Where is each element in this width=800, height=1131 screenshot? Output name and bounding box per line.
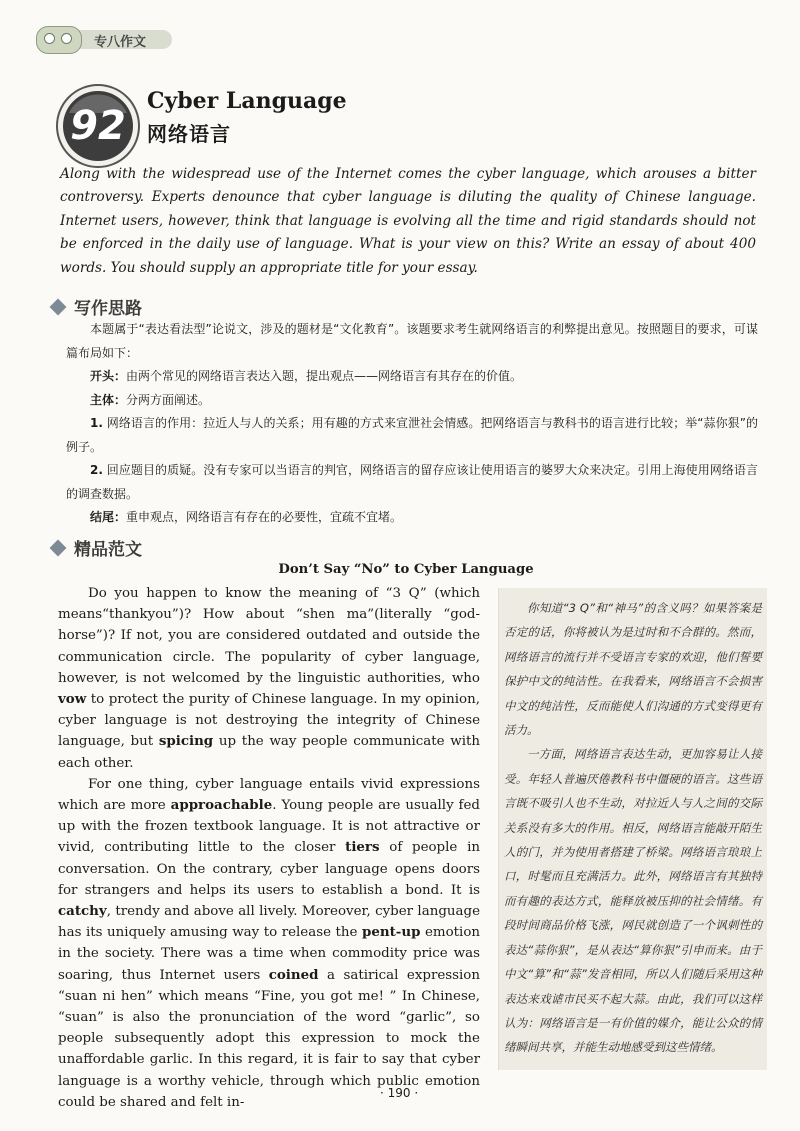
topic-number-badge	[55, 83, 141, 169]
outline-opening	[66, 365, 758, 389]
essay-text: a satirical expression “suan ni hen” which means “Fine, you got me! ” In Chinese, “suan” is also the pronunciation of the word “garlic”, so people subsequently adopt this expression to mock the unaffordable garlic. In this regard, it is fair to say that cyber language is a worthy vehicle, through which public emotion could be shared and felt in-	[58, 967, 480, 1110]
header-tag-text: 专八作文	[94, 35, 147, 50]
translation-text	[504, 596, 762, 1060]
essay-text: of people in conversation. On the contrary, cyber language opens doors for strangers and helps its users to establish a bond. It is	[58, 840, 480, 898]
writing-outline	[66, 318, 758, 530]
outline-point-2-text: 回应题目的质疑。没有专家可以当语言的判官，网络语言的留存应该让使用语言的婆罗大众来决定。引用上海使用网络语言的调查数据。	[66, 463, 758, 501]
essay-keyword: tiers	[345, 839, 380, 856]
essay-keyword: catchy	[58, 903, 107, 920]
owl-logo-icon	[36, 26, 82, 54]
outline-point-1-text: 网络语言的作用：拉近人与人的关系；用有趣的方式来宣泄社会情感。把网络语言与教科书的语言进行比较；举“蒜你狠”的例子。	[66, 416, 758, 454]
outline-body-text: 分两方面阐述。	[126, 392, 211, 407]
outline-point-1-label: 1.	[90, 416, 103, 430]
essay-body	[58, 583, 480, 1113]
essay-keyword: coined	[268, 966, 319, 983]
page-number: · 190 ·	[380, 1086, 419, 1100]
outline-point-2-label: 2.	[90, 463, 103, 477]
outline-opening-text: 由两个常见的网络语言表达入题，提出观点——网络语言有其存在的价值。	[126, 369, 523, 383]
essay-text: emotion in the society. There was a time when commodity price was soaring, thus Internet users	[58, 925, 481, 983]
essay-text: to protect the purity of Chinese language. In my opinion, cyber language is not destroying the integrity of Chinese language, but	[58, 692, 480, 750]
outline-point-2	[66, 459, 758, 506]
essay-text: up the way people communicate with each other.	[58, 734, 480, 771]
topic-title-cn: 网络语言	[147, 122, 231, 146]
section-heading-essay	[48, 535, 142, 560]
essay-text: . Young people are usually fed up with the frozen textbook language. It is not attractive or vivid, contributing little to the closer	[58, 798, 481, 856]
outline-opening-label: 开头：	[90, 369, 127, 383]
outline-body-label: 主体：	[90, 392, 127, 407]
essay-paragraph-1	[58, 583, 480, 774]
outline-ending-label: 结尾：	[90, 510, 127, 524]
essay-text: Do you happen to know the meaning of “3 Q” (which means“thankyou”)? How about “shen ma”(literally “god-horse”)? If not, you are considered outdated and outside the communication circle. The popularity of cyber language, however, is not welcomed by the linguistic authorities, who	[58, 586, 480, 686]
essay-keyword: spicing	[158, 733, 214, 750]
section-heading-essay-text: 精品范文	[74, 540, 142, 560]
essay-keyword: approachable	[170, 797, 273, 814]
header-tag	[36, 26, 171, 52]
essay-text: , trendy and above all lively. Moreover, cyber language has its uniquely amusing way to release the	[58, 904, 480, 941]
outline-intro: 本题属于“表达看法型”论说文，涉及的题材是“文化教育”。该题要求考生就网络语言的利弊提出意见。按照题目的要求，可谋篇布局如下：	[66, 322, 758, 360]
outline-ending-text: 重申观点，网络语言有存在的必要性，宜疏不宜堵。	[126, 510, 403, 524]
essay-keyword: pent-up	[361, 924, 421, 941]
diamond-bullet-icon	[50, 299, 67, 316]
diamond-bullet-icon	[50, 540, 67, 557]
section-heading-outline	[48, 294, 142, 319]
essay-prompt: Along with the widespread use of the Internet comes the cyber language, which arouses a bitter controversy. Experts denounce that cyber language is diluting the quality of Chinese language. Internet users, however, think that language is evolving all the time and rigid standards should not be enforced in the daily use of language. What is your view on this? Write an essay of about 400 words. You should supply an appropriate title for your essay.	[60, 166, 756, 276]
essay-paragraph-2	[58, 774, 480, 1113]
essay-title: Don’t Say “No” to Cyber Language	[278, 562, 534, 577]
essay-text: For one thing, cyber language entails vivid expressions which are more	[58, 776, 480, 814]
topic-title-en: Cyber Language	[147, 88, 347, 114]
translation-paragraph-2: 一方面，网络语言表达生动，更加容易让人接受。年轻人普遍厌倦教科书中僵硬的语言。这些语言既不吸引人也不生动，对拉近人与人之间的交际关系没有多大的作用。相反，网络语言能敲开陌生人的门，并为使用者搭建了桥梁。网络语言琅琅上口，时髦而且充满活力。此外，网络语言有其独特而有趣的表达方式，能释放被压抑的社会情绪。有段时间商品价格飞涨，网民就创造了一个讽刺性的表达“蒜你狠”，是从表达“算你狠”引申而来。由于中文“算”和“蒜”发音相同，所以人们随后采用这种表达来戏谑市民买不起大蒜。由此，我们可以这样认为：网络语言是一有价值的媒介，能让公众的情绪瞬间共享，并能生动地感受到这些情绪。	[504, 747, 762, 1055]
translation-paragraph-1: 你知道“3 Q”和“神马”的含义吗？如果答案是否定的话，你将被认为是过时和不合群的。然而，网络语言的流行并不受语言专家的欢迎，他们誓要保护中文的纯洁性。在我看来，网络语言不会损害中文的纯洁性，反而能使人们沟通的方式变得更有活力。	[504, 601, 762, 738]
section-heading-outline-text: 写作思路	[74, 299, 142, 319]
essay-keyword: vow	[58, 691, 87, 708]
outline-point-1	[66, 412, 758, 459]
outline-ending	[66, 506, 758, 530]
outline-body	[66, 389, 758, 413]
topic-number: 92	[70, 103, 126, 149]
